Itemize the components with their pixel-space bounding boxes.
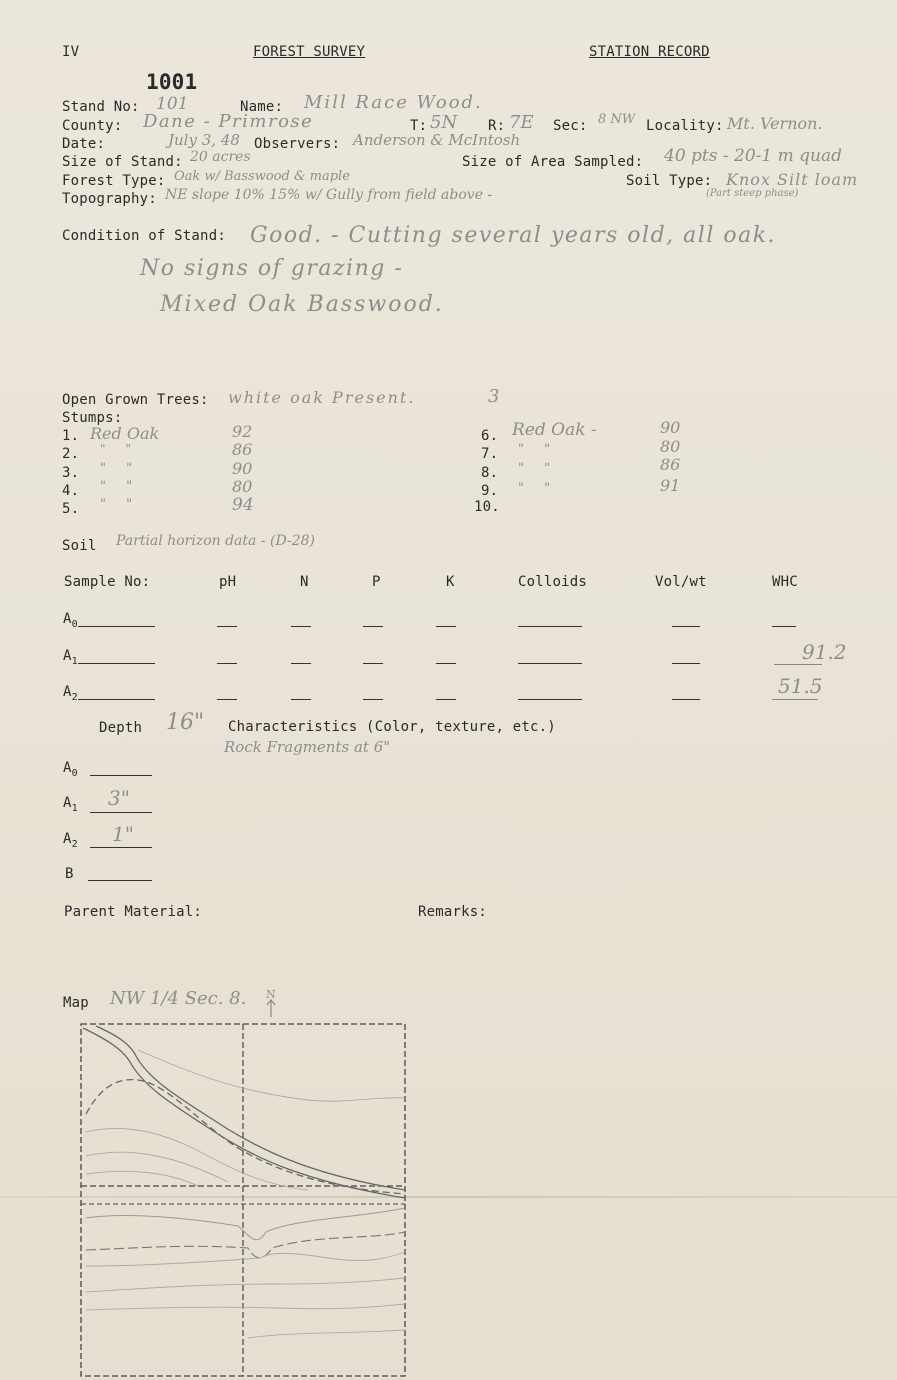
size-area-value: 40 pts - 20-1 m quad: [664, 146, 842, 166]
whc-header: WHC: [772, 574, 798, 590]
colloids-dash: [518, 626, 582, 627]
horizon-blank: [90, 847, 152, 848]
horizon-blank: [90, 812, 152, 813]
stumps-label: Stumps:: [62, 410, 123, 426]
horizon-label: $A_2$: [63, 831, 78, 850]
topography-label: Topography:: [62, 191, 157, 207]
stump-value: 80: [660, 437, 681, 456]
north-arrow-icon: [264, 998, 278, 1018]
volwt-dash: [672, 626, 700, 627]
section-value: 8 NW: [598, 112, 636, 127]
k-header: K: [446, 574, 455, 590]
stump-num: 8.: [481, 465, 499, 481]
observers-value: Anderson & McIntosh: [353, 131, 521, 149]
stump-num: 2.: [62, 446, 80, 462]
stump-species: " ": [100, 461, 141, 476]
topography-value: NE slope 10% 15% w/ Gully from field above -: [165, 187, 493, 203]
horizon-label: $A_1$: [63, 795, 78, 814]
whc-value: 51.5: [778, 674, 823, 698]
colloids-header: Colloids: [518, 574, 588, 590]
sample-blank: [78, 626, 155, 627]
stand-no-value: 101: [156, 94, 189, 114]
stump-species: Red Oak: [90, 424, 160, 443]
soil-note: Partial horizon data - (D-28): [116, 533, 315, 549]
characteristics-label: Characteristics (Color, texture, etc.): [228, 719, 556, 735]
sample-label: $A_0$: [63, 611, 78, 630]
soil-label: Soil: [62, 538, 97, 554]
whc-dash: [772, 626, 796, 627]
forest-type-label: Forest Type:: [62, 173, 166, 189]
stump-value: 86: [660, 455, 681, 474]
stump-value: 91: [660, 476, 681, 495]
open-grown-count: 3: [488, 386, 500, 407]
open-grown-label: Open Grown Trees:: [62, 392, 209, 408]
ph-dash: [217, 699, 237, 700]
stump-num: 10.: [474, 499, 500, 515]
stump-num: 6.: [481, 428, 499, 444]
stump-value: 94: [232, 495, 254, 515]
whc-underline: [772, 699, 818, 700]
condition-line-2: No signs of grazing -: [140, 256, 404, 281]
n-dash: [291, 626, 311, 627]
size-stand-label: Size of Stand:: [62, 154, 183, 170]
condition-line-3: Mixed Oak Basswood.: [160, 292, 444, 317]
stump-value: 90: [660, 418, 681, 437]
colloids-dash: [518, 663, 582, 664]
ph-header: pH: [219, 574, 237, 590]
condition-line-1: Good. - Cutting several years old, all oak.: [250, 223, 777, 248]
stump-num: 3.: [62, 465, 80, 481]
p-dash: [363, 663, 383, 664]
date-value: July 3, 48: [168, 131, 240, 149]
range-value: 7E: [509, 112, 534, 133]
stump-num: 9.: [481, 483, 499, 499]
condition-label: Condition of Stand:: [62, 228, 226, 244]
k-dash: [436, 699, 456, 700]
stump-species: Red Oak -: [512, 420, 597, 440]
map-label: Map: [63, 995, 89, 1011]
locality-value: Mt. Vernon.: [727, 114, 823, 133]
n-dash: [291, 699, 311, 700]
whc-underline: [774, 664, 822, 665]
k-dash: [436, 663, 456, 664]
ph-dash: [217, 626, 237, 627]
depth-label: Depth: [99, 720, 143, 736]
sample-no-label: Sample No:: [64, 574, 151, 590]
stand-no-label: Stand No:: [62, 99, 140, 115]
station-number: 1001: [146, 70, 198, 94]
stump-value: 86: [232, 440, 253, 459]
section-label: Sec:: [553, 118, 588, 134]
volwt-dash: [672, 663, 700, 664]
date-label: Date:: [62, 136, 106, 152]
name-label: Name:: [240, 99, 284, 115]
volwt-dash: [672, 699, 700, 700]
horizon-label: B: [65, 866, 74, 882]
stump-value: 92: [232, 422, 253, 441]
horizon-label: $A_0$: [63, 760, 78, 779]
stump-species: " ": [100, 442, 139, 456]
horizon-blank: [90, 775, 152, 776]
horizon-blank: [88, 880, 152, 881]
township-value: 5N: [430, 112, 458, 133]
sample-blank: [78, 699, 155, 700]
stump-species: " ": [518, 461, 559, 476]
stump-species: " ": [100, 479, 141, 494]
ph-dash: [217, 663, 237, 664]
stump-species: " ": [518, 442, 559, 457]
horizon-value: 1": [112, 822, 134, 846]
size-stand-value: 20 acres: [190, 149, 251, 165]
county-value: Dane - Primrose: [143, 111, 314, 132]
stump-num: 7.: [481, 446, 499, 462]
map-caption: NW 1/4 Sec. 8.: [110, 988, 247, 1009]
remarks-label: Remarks:: [418, 904, 488, 920]
forest-type-value: Oak w/ Basswood & maple: [174, 169, 350, 184]
volwt-header: Vol/wt: [655, 574, 707, 590]
section-map: [78, 1022, 406, 1377]
size-area-label: Size of Area Sampled:: [462, 154, 644, 170]
soil-type-note: (Part steep phase): [706, 188, 799, 199]
characteristics-value: Rock Fragments at 6": [224, 738, 391, 756]
whc-value: 91.2: [802, 640, 847, 664]
locality-label: Locality:: [646, 118, 724, 134]
stump-value: 90: [232, 459, 253, 478]
soil-type-label: Soil Type:: [626, 173, 713, 189]
p-dash: [363, 699, 383, 700]
north-label: N: [266, 988, 276, 1001]
observers-label: Observers:: [254, 136, 341, 152]
stump-value: 80: [232, 477, 253, 496]
k-dash: [436, 626, 456, 627]
depth-value: 16": [166, 710, 205, 735]
sample-label: $A_1$: [63, 648, 78, 667]
stump-num: 1.: [62, 428, 80, 444]
county-label: County:: [62, 118, 123, 134]
parent-material-label: Parent Material:: [64, 904, 203, 920]
section-number: IV: [62, 44, 80, 60]
p-dash: [363, 626, 383, 627]
p-header: P: [372, 574, 381, 590]
sample-blank: [78, 663, 155, 664]
horizon-value: 3": [108, 786, 130, 810]
stump-species: " ": [518, 481, 559, 496]
name-value: Mill Race Wood.: [304, 92, 483, 113]
open-grown-value: white oak Present.: [228, 388, 416, 407]
sample-label: $A_2$: [63, 684, 78, 703]
colloids-dash: [518, 699, 582, 700]
n-dash: [291, 663, 311, 664]
stump-num: 5.: [62, 501, 80, 517]
form-title: FOREST SURVEY: [253, 44, 366, 60]
stump-num: 4.: [62, 483, 80, 499]
stump-species: " ": [100, 497, 141, 512]
n-header: N: [300, 574, 309, 590]
range-label: R:: [488, 118, 506, 134]
soil-type-value: Knox Silt loam: [726, 170, 859, 189]
township-label: T:: [410, 118, 428, 134]
record-title: STATION RECORD: [589, 44, 710, 60]
